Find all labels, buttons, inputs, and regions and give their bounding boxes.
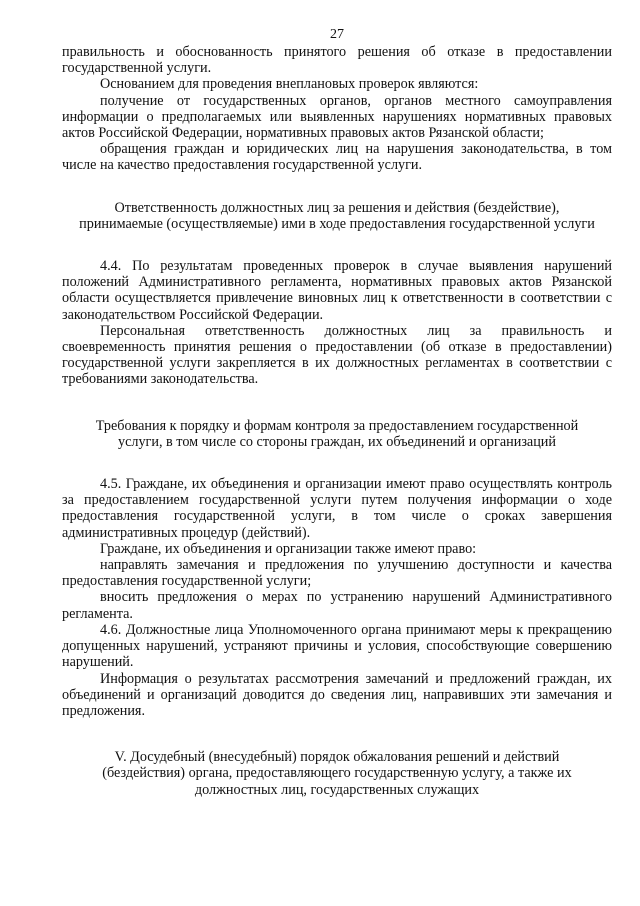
heading-control-requirements: Требования к порядку и формам контроля за предоставлением государственной услуги, в том числе со стороны граждан, их объединений и организаций [95,417,579,450]
paragraph-4-4: 4.4. По результатам проведенных проверок в случае выявления нарушений положений Административного регламента, нормативных правовых актов Рязанской области осуществляется привлечение виновных лиц к ответственности в соответствии с законодательством Российской Федерации. [62,258,612,323]
paragraph-submit-proposals: вносить предложения о мерах по устранению нарушений Административного регламента. [62,589,612,622]
paragraph-information-results: Информация о результатах рассмотрения замечаний и предложений граждан, их объединений и организаций доводится до сведения лиц, направивших эти замечания и предложения. [62,670,612,719]
paragraph-3: получение от государственных органов, органов местного самоуправления информации о предполагаемых или выявленных нарушениях нормативных правовых актов Российской Федерации, нормативных правовых актов Рязанской области; [62,92,612,142]
paragraph-personal-responsibility: Персональная ответственность должностных лиц за правильность и своевременность принятия решения о предоставлении (об отказе в предоставлении) государственной услуги закрепляется в их должностных регламентах в соответствии с требованиями законодательства. [62,322,612,388]
paragraph-4-6: 4.6. Должностные лица Уполномоченного органа принимают меры к прекращению допущенных нарушений, устраняют причины и условия, способствующие совершению нарушений. [62,621,612,671]
page-number: 27 [330,27,344,42]
heading-section-v: V. Досудебный (внесудебный) порядок обжалования решений и действий (бездействия) органа, предоставляющего государственную услугу, а также их должностных лиц, государственных служащих [102,749,572,798]
paragraph-4-5: 4.5. Граждане, их объединения и организации имеют право осуществлять контроль за предоставлением государственной услуги путем получения информации о ходе предоставления государственной услуги, в том числе о сроках завершения административных процедур (действий). [62,476,612,541]
document-body [62,44,612,798]
paragraph-2: Основанием для проведения внеплановых проверок являются: [100,76,479,93]
paragraph-send-remarks: направлять замечания и предложения по улучшению доступности и качества предоставления государственной услуги; [62,557,612,590]
heading-responsibility: Ответственность должностных лиц за решения и действия (бездействие), принимаемые (осуществляемые) ими в ходе предоставления государственной услуги [79,199,595,232]
paragraph-1: правильность и обоснованность принятого решения об отказе в предоставлении государственной услуги. [62,44,612,77]
paragraph-4: обращения граждан и юридических лиц на нарушения законодательства, в том числе на качество предоставления государственной услуги. [62,141,612,174]
paragraph-citizens-rights: Граждане, их объединения и организации также имеют право: [100,540,477,557]
